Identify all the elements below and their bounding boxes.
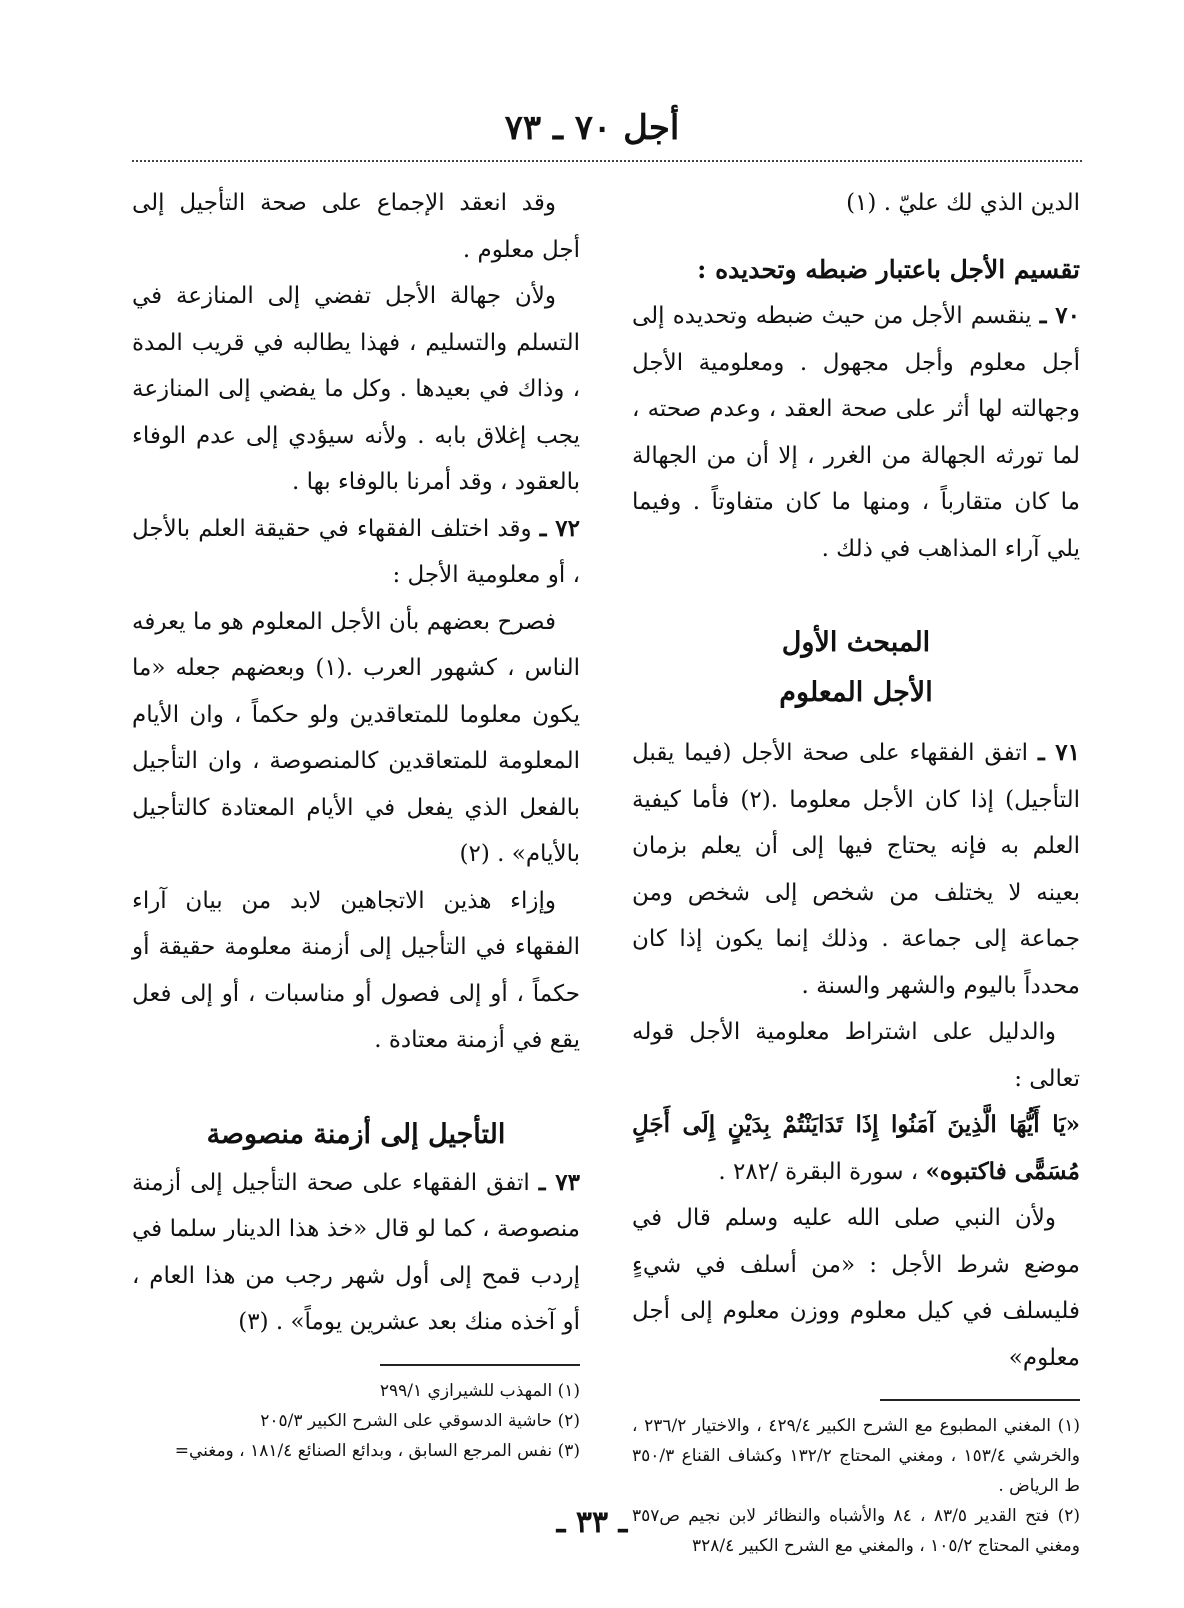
footnotes-left xyxy=(132,1376,580,1466)
right-column xyxy=(632,180,1080,1561)
paragraph-73 xyxy=(132,1160,580,1346)
paragraph-jahala: ولأن جهالة الأجل تفضي إلى المنازعة في التسلم والتسليم ، فهذا يطالبه في قريب المدة ، وذاك في بعيدها . وكل ما يفضي إلى المنازعة يجب إغلاق بابه . ولأنه سيؤدي إلى عدم الوفاء بالعقود ، وقد أمرنا بالوفاء بها . xyxy=(132,283,580,495)
section-title: المبحث الأول xyxy=(781,627,931,658)
left-column xyxy=(132,180,580,1466)
footnote: (٢) فتح القدير ٨٣/٥ ، ٨٤ والأشباه والنظائر لابن نجيم ص٣٥٧ ومغني المحتاج ١٠٥/٢ ، والمغني مع الشرح الكبير ٣٢٨/٤ xyxy=(632,1506,1080,1556)
quran-text: «يَا أَيُّهَا الَّذِينَ آمَنُوا إِذَا تَدَايَنْتُمْ بِدَيْنٍ إِلَى أَجَلٍ مُسَمًّى فاكتبوه» xyxy=(632,1111,1080,1185)
paragraph-evidence: والدليل على اشتراط معلومية الأجل قوله تعالى : xyxy=(632,1019,1080,1092)
page-number: ـ ٣٣ ـ xyxy=(556,1505,628,1540)
paragraph-number: ٧٣ ـ xyxy=(538,1168,580,1196)
footnote: (٢) حاشية الدسوقي على الشرح الكبير ٢٠٥/٣ xyxy=(260,1410,580,1431)
paragraph-number: ٧١ ـ xyxy=(1037,739,1081,766)
paragraph-hadith: ولأن النبي صلى الله عليه وسلم قال في موضع شرط الأجل : «من أسلف في شيءٍ فليسلف في كيل معلوم ووزن معلوم إلى أجل معلوم» xyxy=(632,1205,1080,1371)
paragraph-text: ينقسم الأجل من حيث ضبطه وتحديده إلى أجل معلوم وأجل مجهول . ومعلومية الأجل وجهالته لها أثر على صحة العقد ، وعدم صحته ، لما تورثه الجهالة من الغرر ، إلا أن من الجهالة ما كان متقارباً ، ومنها ما كان متفاوتاً . وفيما يلي آراء المذاهب في ذلك . xyxy=(632,303,1080,562)
paragraph-izaa: وإزاء هذين الاتجاهين لابد من بيان آراء الفقهاء في التأجيل إلى أزمنة معلومة حقيقة أو حكماً ، أو إلى فصول أو مناسبات ، أو إلى فعل يقع في أزمنة معتادة . xyxy=(132,887,580,1053)
paragraph-ijma: وقد انعقد الإجماع على صحة التأجيل إلى أجل معلوم . xyxy=(132,190,580,263)
section-subtitle: الأجل المعلوم xyxy=(779,677,933,708)
footnote: (١) المهذب للشيرازي ٢٩٩/١ xyxy=(379,1380,580,1401)
paragraph-text: وقد اختلف الفقهاء في حقيقة العلم بالأجل ، أو معلومية الأجل : xyxy=(132,515,580,588)
footnote-divider xyxy=(880,1399,1080,1401)
footnote: (١) المغني المطبوع مع الشرح الكبير ٤٢٩/٤ ، والاختيار ٢٣٦/٢ ، والخرشي ١٥٣/٤ ، ومغني المحتاج ١٣٢/٢ وكشاف القناع ٣٥٠/٣ ط الرياض . xyxy=(632,1416,1081,1496)
paragraph-number: ٧٢ ـ xyxy=(539,514,580,542)
quran-reference: ، سورة البقرة /٢٨٢ . xyxy=(718,1158,919,1185)
footnote-divider xyxy=(380,1364,580,1366)
quran-verse xyxy=(632,1102,1080,1195)
section-title: التأجيل إلى أزمنة منصوصة xyxy=(206,1118,506,1150)
intro-line: الدين الذي لك عليّ . (١) xyxy=(846,190,1080,216)
paragraph-71 xyxy=(632,730,1080,1009)
paragraph-number: ٧٠ ـ xyxy=(1039,302,1081,329)
footnote: (٣) نفس المرجع السابق ، وبدائع الصنائع ١٨١/٤ ، ومغني= xyxy=(174,1440,580,1461)
paragraph-text: اتفق الفقهاء على صحة التأجيل إلى أزمنة منصوصة ، كما لو قال «خذ هذا الدينار سلما في إردب قمح إلى أول شهر رجب من هذا العام ، أو آخذه منك بعد عشرين يوماً» . (٣) xyxy=(132,1169,580,1335)
paragraph-opinions: فصرح بعضهم بأن الأجل المعلوم هو ما يعرفه الناس ، كشهور العرب .(١) وبعضهم جعله «ما يكون معلوما للمتعاقدين ولو حكماً ، وان الأيام المعلومة للمتعاقدين كالمنصوصة ، وان التأجيل بالفعل الذي يفعل في الأيام المعتادة كالتأجيل بالأيام» . (٢) xyxy=(132,608,580,867)
page-header: أجل ٧٠ ـ ٧٣ xyxy=(504,108,680,148)
paragraph-text: اتفق الفقهاء على صحة الأجل (فيما يقبل التأجيل) إذا كان الأجل معلوما .(٢) فأما كيفية العلم به فإنه يحتاج فيها إلى أن يعلم بزمان بعينه لا يختلف من شخص إلى شخص ومن جماعة إلى جماعة . وذلك إنما يكون إذا كان محدداً باليوم والشهر والسنة . xyxy=(632,740,1080,999)
header-divider xyxy=(132,160,1082,162)
subheading-division: تقسيم الأجل باعتبار ضبطه وتحديده : xyxy=(697,254,1080,284)
paragraph-72 xyxy=(132,506,580,599)
paragraph-70 xyxy=(632,293,1080,572)
